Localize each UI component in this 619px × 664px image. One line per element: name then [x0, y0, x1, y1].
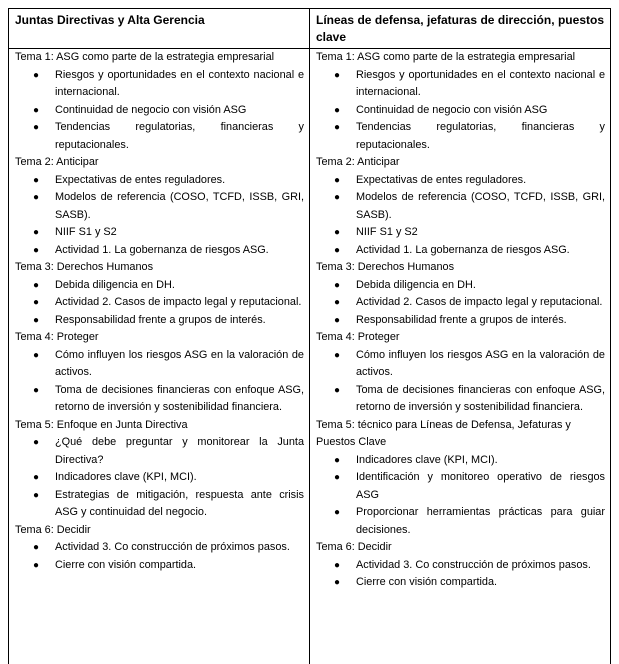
topic-item-list — [315, 557, 605, 592]
list-item — [14, 312, 304, 330]
topic-block — [14, 49, 304, 154]
topic-block — [315, 329, 605, 417]
bullet-icon: ● — [334, 279, 341, 291]
list-item — [14, 102, 304, 120]
list-item-text: Riesgos y oportunidades en el contexto nacional e internacional. — [356, 68, 605, 98]
topic-block — [14, 417, 304, 522]
list-item — [14, 172, 304, 190]
list-item-text: Riesgos y oportunidades en el contexto nacional e internacional. — [55, 68, 304, 98]
list-item-text: Responsabilidad frente a grupos de interés. — [55, 313, 266, 326]
topic-title: Tema 5: técnico para Líneas de Defensa, Jefaturas y Puestos Clave — [316, 418, 571, 448]
list-item — [315, 172, 605, 190]
list-item-text: Estrategias de mitigación, respuesta ante crisis ASG y continuidad del negocio. — [55, 488, 304, 518]
topic-title: Tema 4: Proteger — [316, 331, 400, 343]
bullet-icon: ● — [33, 227, 40, 238]
list-item — [315, 504, 605, 539]
program-table — [8, 8, 611, 664]
list-item — [14, 487, 304, 522]
list-item — [14, 119, 304, 154]
list-item-text: Actividad 3. Co construcción de próximos pasos. — [55, 541, 290, 553]
list-item-text: Debida diligencia en DH. — [356, 278, 476, 291]
list-item — [14, 347, 304, 382]
list-item-text: Toma de decisiones financieras con enfoque ASG, retorno de inversión y sostenibilidad financiera. — [55, 383, 304, 413]
list-item — [14, 469, 304, 487]
topic-title: Tema 4: Proteger — [15, 331, 99, 343]
topic-title: Tema 1: ASG como parte de la estrategia empresarial — [316, 51, 576, 63]
list-item-text: Responsabilidad frente a grupos de interés. — [356, 313, 567, 326]
topic-item-list — [14, 347, 304, 417]
bullet-icon: ● — [33, 489, 40, 501]
topic-item-list — [315, 347, 605, 417]
list-item — [14, 277, 304, 295]
header-right-title: Líneas de defensa, jefaturas de dirección, puestos clave — [316, 13, 604, 44]
list-item-text: Continuidad de negocio con visión ASG — [356, 103, 548, 116]
topic-item-list — [315, 67, 605, 155]
bullet-icon: ● — [334, 297, 341, 308]
list-item-text: Cierre con visión compartida. — [356, 576, 498, 588]
topic-title: Tema 3: Derechos Humanos — [15, 261, 154, 273]
list-item — [14, 382, 304, 417]
list-item — [14, 67, 304, 102]
bullet-icon: ● — [334, 122, 341, 133]
topic-block — [14, 522, 304, 575]
bullet-icon: ● — [334, 314, 341, 326]
bullet-icon: ● — [334, 472, 341, 483]
list-item-text: Expectativas de entes reguladores. — [55, 173, 226, 186]
topic-block — [315, 154, 605, 259]
list-item — [315, 102, 605, 120]
list-item — [315, 574, 605, 592]
list-item — [315, 557, 605, 575]
list-item — [14, 539, 304, 557]
bullet-icon: ● — [33, 104, 40, 116]
topic-block — [315, 259, 605, 329]
list-item-text: Cómo influyen los riesgos ASG en la valoración de activos. — [55, 348, 304, 378]
left-column — [9, 49, 310, 664]
list-item-text: Toma de decisiones financieras con enfoque ASG, retorno de inversión y sostenibilidad financiera. — [356, 383, 605, 413]
list-item-text: Cierre con visión compartida. — [55, 558, 197, 571]
topic-title: Tema 5: Enfoque en Junta Directiva — [15, 418, 188, 431]
topic-block — [315, 417, 605, 540]
bullet-icon: ● — [33, 122, 40, 133]
list-item-text: Identificación y monitoreo operativo de riesgos ASG — [356, 471, 605, 501]
bullet-icon: ● — [33, 559, 40, 571]
topic-title: Tema 6: Decidir — [316, 541, 392, 553]
table-body-row — [9, 49, 611, 664]
bullet-icon: ● — [334, 454, 341, 466]
bullet-icon: ● — [334, 227, 341, 238]
list-item — [315, 382, 605, 417]
bullet-icon: ● — [334, 192, 341, 203]
topic-title: Tema 3: Derechos Humanos — [316, 261, 455, 273]
topic-block — [315, 539, 605, 592]
list-item — [315, 452, 605, 470]
list-item — [315, 189, 605, 224]
list-item — [315, 347, 605, 382]
list-item — [315, 469, 605, 504]
list-item — [315, 224, 605, 242]
list-item — [14, 557, 304, 575]
bullet-icon: ● — [334, 349, 341, 361]
list-item — [315, 277, 605, 295]
list-item-text: Actividad 1. La gobernanza de riesgos ASG. — [356, 243, 570, 256]
topic-item-list — [14, 539, 304, 574]
list-item-text: Tendencias regulatorias, financieras y reputacionales. — [55, 121, 304, 151]
list-item — [14, 242, 304, 260]
topic-block — [14, 329, 304, 417]
list-item-text: Indicadores clave (KPI, MCI). — [356, 453, 498, 466]
list-item-text: Actividad 3. Co construcción de próximos pasos. — [356, 558, 591, 571]
topic-item-list — [315, 277, 605, 330]
list-item-text: Actividad 2. Casos de impacto legal y reputacional. — [356, 296, 603, 308]
list-item-text: Proporcionar herramientas prácticas para guiar decisiones. — [356, 506, 605, 536]
list-item — [14, 189, 304, 224]
topic-item-list — [315, 172, 605, 260]
bullet-icon: ● — [33, 174, 40, 186]
list-item-text: Actividad 1. La gobernanza de riesgos ASG. — [55, 243, 269, 256]
list-item — [315, 242, 605, 260]
bullet-icon: ● — [33, 349, 40, 361]
topic-title: Tema 6: Decidir — [15, 523, 91, 536]
list-item — [315, 119, 605, 154]
bullet-icon: ● — [33, 279, 40, 291]
topic-block — [14, 259, 304, 329]
list-item-text: Actividad 2. Casos de impacto legal y reputacional. — [55, 296, 302, 308]
topic-title: Tema 2: Anticipar — [316, 156, 400, 168]
bullet-icon: ● — [33, 297, 40, 308]
bullet-icon: ● — [33, 437, 40, 448]
list-item-text: ¿Qué debe preguntar y monitorear la Junta Directiva? — [55, 436, 304, 466]
list-item-text: Modelos de referencia (COSO, TCFD, ISSB, GRI, SASB). — [356, 191, 605, 221]
bullet-icon: ● — [334, 559, 341, 571]
table-header-row — [9, 9, 611, 49]
list-item-text: Indicadores clave (KPI, MCI). — [55, 471, 197, 483]
list-item-text: Debida diligencia en DH. — [55, 278, 175, 291]
topic-block — [315, 49, 605, 154]
bullet-icon: ● — [33, 192, 40, 203]
list-item-text: Continuidad de negocio con visión ASG — [55, 103, 247, 116]
bullet-icon: ● — [334, 577, 341, 588]
list-item-text: Cómo influyen los riesgos ASG en la valoración de activos. — [356, 348, 605, 378]
header-cell-left — [9, 9, 310, 49]
bullet-icon: ● — [33, 314, 40, 326]
header-cell-right — [310, 9, 611, 49]
topic-title: Tema 1: ASG como parte de la estrategia empresarial — [15, 51, 275, 63]
list-item-text: NIIF S1 y S2 — [55, 226, 117, 238]
list-item-text: Modelos de referencia (COSO, TCFD, ISSB, GRI, SASB). — [55, 191, 304, 221]
bullet-icon: ● — [33, 384, 40, 396]
list-item-text: Tendencias regulatorias, financieras y reputacionales. — [356, 121, 605, 151]
list-item — [315, 67, 605, 102]
header-left-title: Juntas Directivas y Alta Gerencia — [15, 13, 205, 27]
list-item — [315, 312, 605, 330]
bullet-icon: ● — [334, 69, 341, 81]
topic-item-list — [14, 434, 304, 522]
bullet-icon: ● — [334, 174, 341, 186]
topic-item-list — [14, 172, 304, 260]
topic-item-list — [14, 277, 304, 330]
bullet-icon: ● — [33, 244, 40, 256]
topic-block — [14, 154, 304, 259]
list-item-text: Expectativas de entes reguladores. — [356, 173, 527, 186]
topic-title: Tema 2: Anticipar — [15, 156, 99, 168]
list-item — [315, 294, 605, 312]
bullet-icon: ● — [334, 104, 341, 116]
bullet-icon: ● — [33, 542, 40, 553]
bullet-icon: ● — [334, 507, 341, 518]
list-item — [14, 224, 304, 242]
right-column — [310, 49, 611, 664]
bullet-icon: ● — [334, 244, 341, 256]
bullet-icon: ● — [334, 384, 341, 396]
list-item — [14, 294, 304, 312]
topic-item-list — [14, 67, 304, 155]
list-item — [14, 434, 304, 469]
bullet-icon: ● — [33, 472, 40, 483]
topic-item-list — [315, 452, 605, 540]
bullet-icon: ● — [33, 69, 40, 81]
list-item-text: NIIF S1 y S2 — [356, 226, 418, 238]
